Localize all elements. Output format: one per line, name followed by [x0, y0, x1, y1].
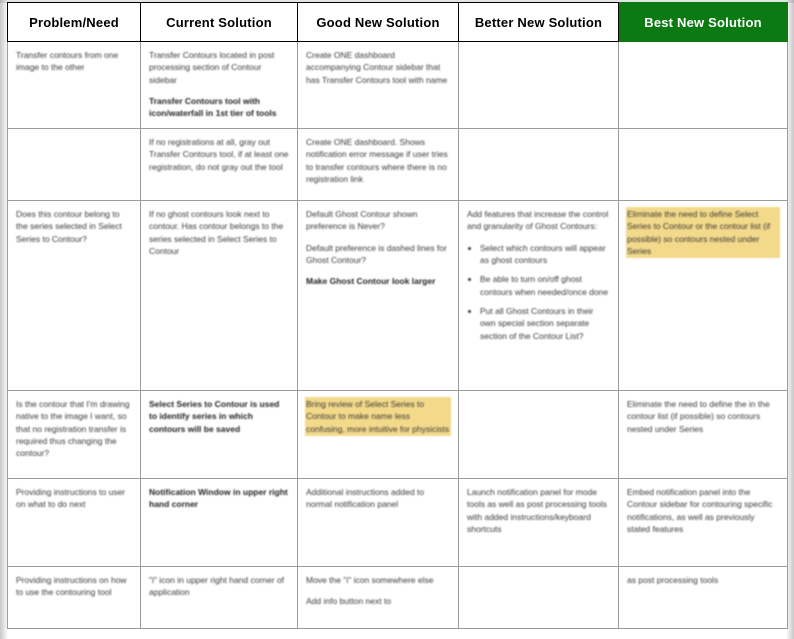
cell-r0c0: [8, 42, 141, 129]
cell-paragraph-highlighted: Eliminate the need to define Select Series to Contour or the contour list (if possible) so contours nested under Series: [627, 208, 779, 257]
cell-r0c2: [298, 42, 459, 129]
cell-r4c2: [298, 479, 459, 567]
cell-paragraph: If no ghost contours look next to contour. Has contour belongs to the series selected in Select Series to Contour: [149, 209, 284, 256]
table-body: [8, 42, 788, 629]
cell-r2c4: [619, 201, 788, 391]
cell-paragraph: Add info button next to: [306, 596, 392, 607]
column-header-good-new-solution: Good New Solution: [298, 3, 459, 42]
cell-bullet-list: [467, 242, 610, 342]
table-row: [8, 129, 788, 201]
cell-r3c4: [619, 391, 788, 479]
table-row: [8, 391, 788, 479]
cell-r1c2: [298, 129, 459, 201]
cell-paragraph: Does this contour belong to the series selected in Select Series to Contour?: [16, 209, 122, 244]
cell-r5c0: [8, 567, 141, 629]
cell-r0c4: [619, 42, 788, 129]
cell-r4c4: [619, 479, 788, 567]
cell-r0c1: [141, 42, 298, 129]
table-header-row: [8, 3, 788, 42]
cell-paragraph: Launch notification panel for mode tools as well as post processing tools with added instructions/keyboard shortcuts: [467, 487, 607, 534]
cell-paragraph: Make Ghost Contour look larger: [306, 276, 436, 287]
cell-paragraph: Default preference is dashed lines for Ghost Contour?: [306, 242, 447, 265]
cell-r0c3: [459, 42, 619, 129]
cell-paragraph: Transfer Contours located in post processing section of Contour sidebar: [149, 50, 275, 85]
cell-r4c1: [141, 479, 298, 567]
cell-r3c3: [459, 391, 619, 479]
column-header-current-solution: Current Solution: [141, 3, 298, 42]
solution-matrix-table: [7, 2, 788, 629]
list-item: • Be able to turn on/off ghost contours when needed/once done: [480, 273, 610, 298]
cell-r4c3: [459, 479, 619, 567]
cell-paragraph: Additional instructions added to normal notification panel: [306, 487, 425, 510]
table-row: [8, 201, 788, 391]
cell-r5c3: [459, 567, 619, 629]
cell-r2c1: [141, 201, 298, 391]
cell-paragraph: Select Series to Contour is used to identify series in which contours will be saved: [149, 399, 280, 434]
cell-r2c2: [298, 201, 459, 391]
cell-paragraph: Eliminate the need to define the in the contour list (if possible) so contours nested under Series: [627, 399, 770, 434]
cell-paragraph: Transfer contours from one image to the other: [16, 50, 119, 73]
cell-r1c4: [619, 129, 788, 201]
cell-paragraph: as post processing tools: [627, 575, 719, 585]
column-header-best-new-solution: Best New Solution: [619, 3, 788, 42]
cell-paragraph: Embed notification panel into the Contour sidebar for contouring specific notifications, as well as previously stated features: [627, 487, 773, 534]
cell-paragraph: Create ONE dashboard accompanying Contour sidebar that has Transfer Contours tool with name: [306, 50, 448, 85]
cell-paragraph: "i" icon in upper right hand corner of application: [149, 575, 285, 598]
cell-r1c1: [141, 129, 298, 201]
cell-paragraph: Create ONE dashboard. Shows notification error message if user tries to transfer contours where there is no registration link: [306, 137, 448, 184]
cell-paragraph: Providing instructions on how to use the contouring tool: [16, 575, 127, 598]
table-row: [8, 567, 788, 629]
cell-paragraph: Transfer Contours tool with icon/waterfall in 1st tier of tools: [149, 95, 277, 119]
cell-paragraph: Add features that increase the control and granularity of Ghost Contours:: [467, 209, 609, 232]
cell-paragraph: If no registrations at all, gray out Transfer Contours tool, if at least one registration, do not gray out the tool: [149, 137, 289, 172]
cell-paragraph: Providing instructions to user on what to do next: [16, 487, 126, 510]
cell-paragraph: Is the contour that I'm drawing native to the image I want, so that no registration transfer is required thus changing the contour?: [16, 399, 130, 459]
cell-r1c0: [8, 129, 141, 201]
list-item: • Select which contours will appear as ghost contours: [480, 242, 610, 267]
column-header-better-new-solution: Better New Solution: [459, 3, 619, 42]
cell-paragraph: Move the "i" icon somewhere else: [306, 575, 434, 585]
cell-r2c0: [8, 201, 141, 391]
cell-r4c0: [8, 479, 141, 567]
cell-paragraph: Notification Window in upper right hand corner: [149, 487, 288, 510]
cell-paragraph: Default Ghost Contour shown preference is Never?: [306, 209, 418, 232]
cell-r3c1: [141, 391, 298, 479]
cell-r5c2: [298, 567, 459, 629]
cell-r2c3: [459, 201, 619, 391]
cell-r5c1: [141, 567, 298, 629]
cell-paragraph-highlighted: Bring review of Select Series to Contour to make name less confusing, more intuitive for physicists: [306, 399, 450, 434]
table-row: [8, 42, 788, 129]
column-header-problem-need: Problem/Need: [8, 3, 141, 42]
cell-r5c4: [619, 567, 788, 629]
table-header: [8, 3, 788, 42]
list-item: • Put all Ghost Contours in their own special section separate section of the Contour List?: [480, 305, 610, 342]
cell-r1c3: [459, 129, 619, 201]
cell-r3c0: [8, 391, 141, 479]
table-row: [8, 479, 788, 567]
cell-r3c2: [298, 391, 459, 479]
